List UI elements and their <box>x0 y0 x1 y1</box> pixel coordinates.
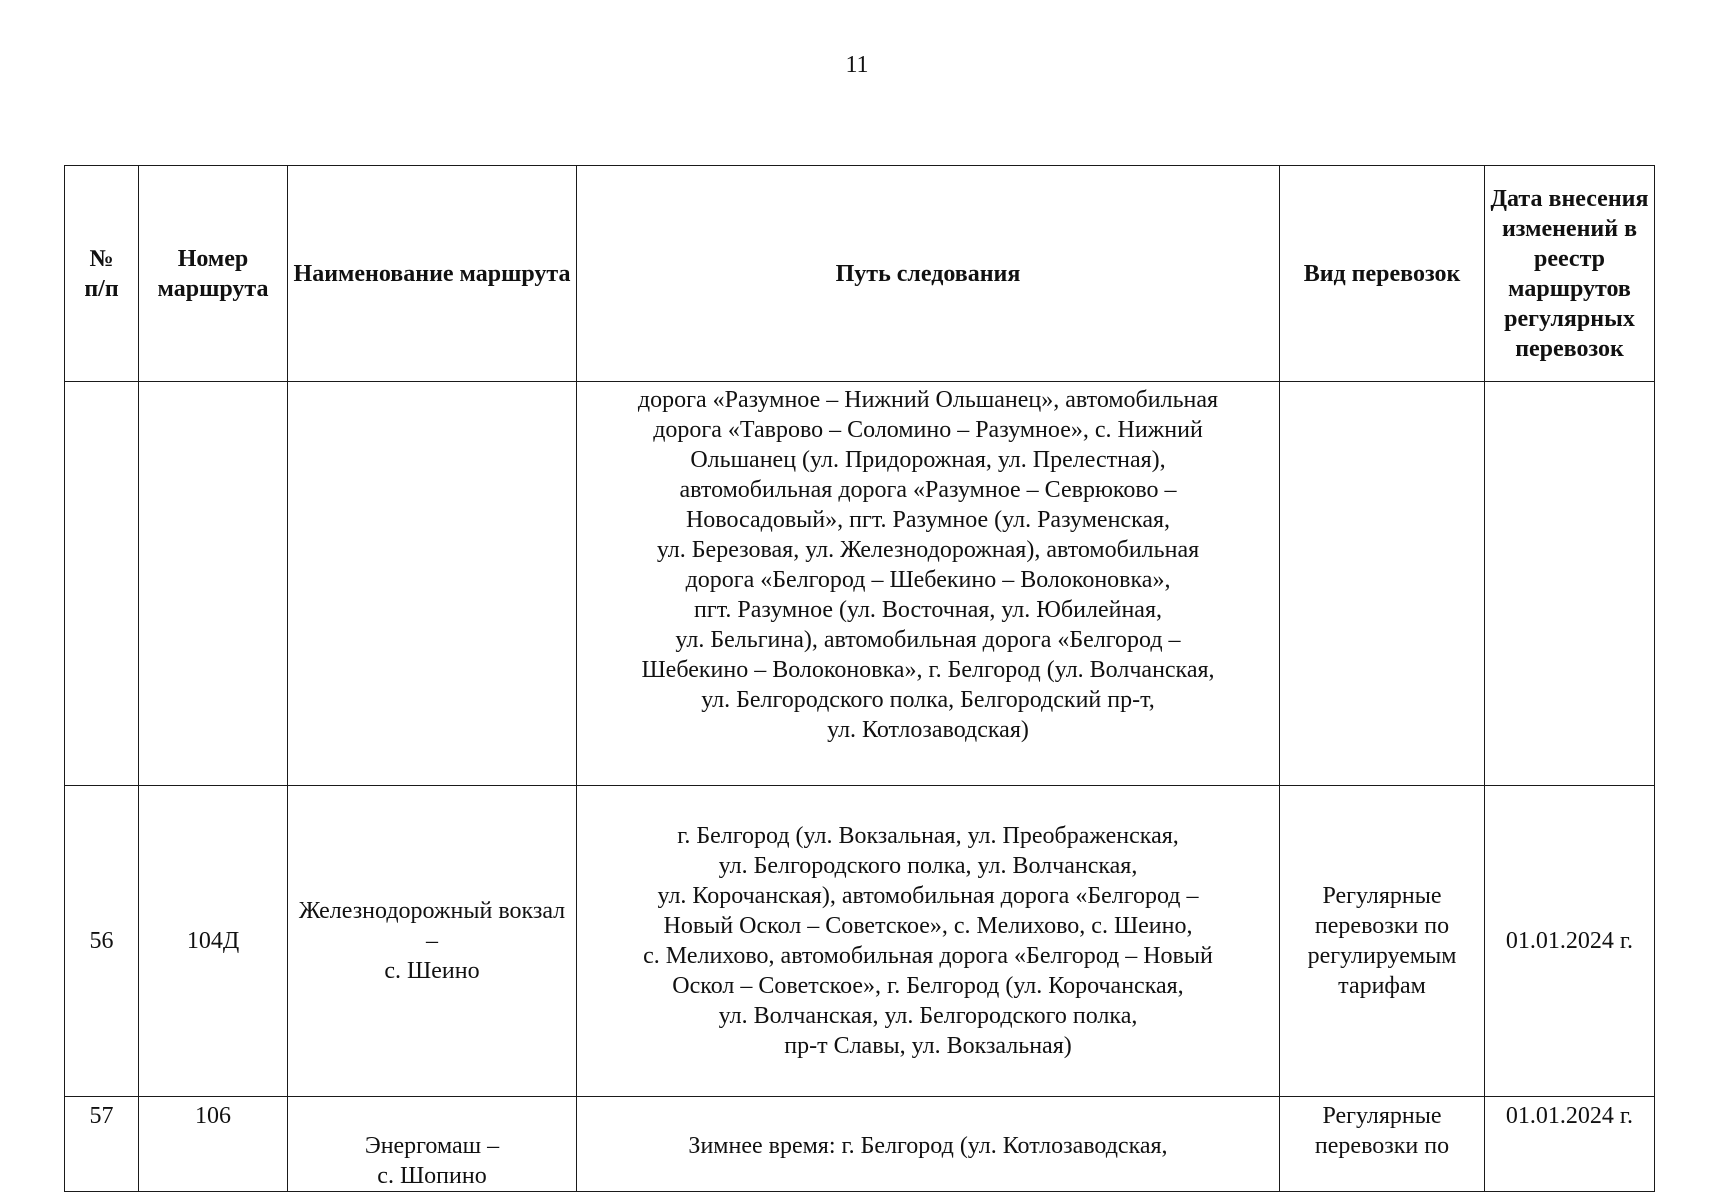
cell-num: 56 <box>65 786 139 1097</box>
cell-route-name: Железнодорожный вокзал – с. Шеино <box>288 786 577 1097</box>
cell-route-path: г. Белгород (ул. Вокзальная, ул. Преображенская, ул. Белгородского полка, ул. Волчанская, ул. Корочанская), автомобильная дорога «Белгород – Новый Оскол – Советское», с. Мелихово, с. Шеино, с. Мелихово, автомобильная дорога «Белгород – Новый Оскол – Советское», г. Белгород (ул. Корочанская, ул. Волчанская, ул. Белгородского полка, пр-т Славы, ул. Вокзальная) <box>577 786 1280 1097</box>
header-transport-type: Вид перевозок <box>1280 166 1485 382</box>
cell-transport-type: Регулярные перевозки по <box>1280 1097 1485 1192</box>
cell-route-number: 104Д <box>139 786 288 1097</box>
table-row-57 <box>65 1097 1655 1192</box>
cell-route-name <box>288 382 577 786</box>
table-row-56 <box>65 786 1655 1097</box>
routes-registry-table <box>64 165 1655 1192</box>
cell-num <box>65 382 139 786</box>
page-number: 11 <box>845 52 869 78</box>
header-num: № п/п <box>65 166 139 382</box>
cell-transport-type: Регулярные перевозки по регулируемым тарифам <box>1280 786 1485 1097</box>
cell-change-date: 01.01.2024 г. <box>1485 786 1655 1097</box>
cell-transport-type <box>1280 382 1485 786</box>
cell-route-path: дорога «Разумное – Нижний Ольшанец», автомобильная дорога «Таврово – Соломино – Разумное», с. Нижний Ольшанец (ул. Придорожная, ул. Прелестная), автомобильная дорога «Разумное – Севрюково – Новосадовый», пгт. Разумное (ул. Разуменская, ул. Березовая, ул. Железнодорожная), автомобильная дорога «Белгород – Шебекино – Волоконовка», пгт. Разумное (ул. Восточная, ул. Юбилейная, ул. Бельгина), автомобильная дорога «Белгород – Шебекино – Волоконовка», г. Белгород (ул. Волчанская, ул. Белгородского полка, Белгородский пр-т, ул. Котлозаводская) <box>577 382 1280 786</box>
header-route-path: Путь следования <box>577 166 1280 382</box>
cell-route-name: Энергомаш – с. Шопино <box>288 1097 577 1192</box>
header-route-number: Номер маршрута <box>139 166 288 382</box>
header-route-name: Наименование маршрута <box>288 166 577 382</box>
cell-num: 57 <box>65 1097 139 1192</box>
table-row-continuation <box>65 382 1655 786</box>
cell-route-path: Зимнее время: г. Белгород (ул. Котлозаводская, <box>577 1097 1280 1192</box>
cell-change-date <box>1485 382 1655 786</box>
cell-change-date: 01.01.2024 г. <box>1485 1097 1655 1192</box>
header-change-date: Дата внесения изменений в реестр маршрутов регулярных перевозок <box>1485 166 1655 382</box>
cell-route-number <box>139 382 288 786</box>
table-header-row <box>65 166 1655 382</box>
cell-route-number: 106 <box>139 1097 288 1192</box>
